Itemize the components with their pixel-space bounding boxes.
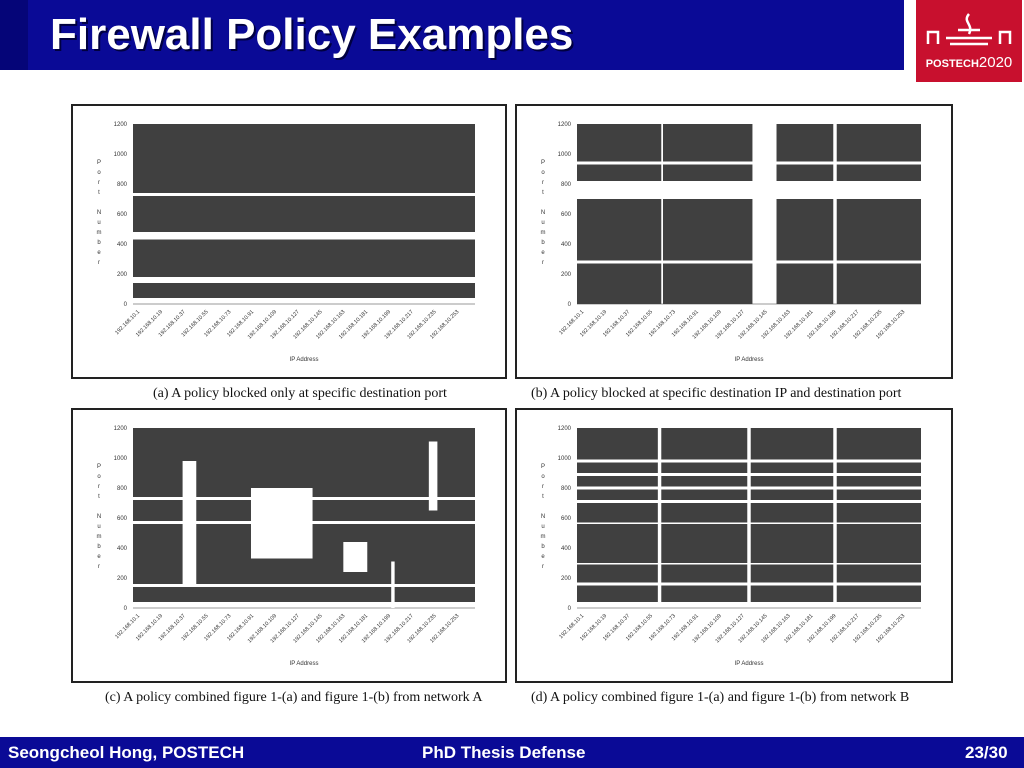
chart-panel-c xyxy=(71,408,507,683)
blocked-region-1-1 xyxy=(661,565,747,583)
y-axis-label-letter: N xyxy=(96,210,102,216)
x-tick-label: 192.168.10.199 xyxy=(806,613,838,645)
y-axis-label-letter: r xyxy=(542,180,544,186)
y-axis-label-letter: e xyxy=(541,250,545,256)
y-axis-label-letter: b xyxy=(97,544,101,550)
x-tick-label: 192.168.10.37 xyxy=(602,613,632,643)
y-axis-label-letter: N xyxy=(96,514,102,520)
y-axis-label-letter: t xyxy=(542,190,544,196)
y-axis-label-letter: t xyxy=(98,494,100,500)
x-tick-label: 192.168.10.127 xyxy=(714,309,746,341)
blocked-region-7-2 xyxy=(751,428,834,460)
y-axis-label-letter: m xyxy=(540,534,546,540)
blocked-region-6-0 xyxy=(577,463,658,474)
x-tick-label: 192.168.10.253 xyxy=(875,309,907,341)
y-tick-label: 0 xyxy=(567,302,571,308)
y-axis-label-letter: r xyxy=(542,484,544,490)
blocked-region-3-3 xyxy=(837,503,921,523)
x-axis-label: IP Address xyxy=(734,357,764,363)
x-tick-label: 192.168.10.127 xyxy=(269,613,301,645)
x-tick-label: 192.168.10.163 xyxy=(315,613,347,645)
x-tick-label: 192.168.10.181 xyxy=(337,613,370,645)
y-tick-label: 800 xyxy=(116,486,127,492)
logo-org: POSTECH xyxy=(925,58,979,70)
blocked-region-2-3 xyxy=(837,165,921,182)
postech-logo xyxy=(916,0,1022,82)
chart-c xyxy=(73,410,505,681)
x-tick-label: 192.168.10.253 xyxy=(429,613,461,645)
x-axis-label: IP Address xyxy=(734,661,764,667)
x-tick-label: 192.168.10.127 xyxy=(269,309,301,341)
x-tick-label: 192.168.10.1 xyxy=(114,309,142,337)
y-tick-label: 1000 xyxy=(113,456,127,462)
footer-page: 23/30 xyxy=(965,743,1008,762)
y-axis-label-letter: u xyxy=(541,524,545,530)
blocked-region-7-1 xyxy=(661,428,747,460)
y-tick-label: 600 xyxy=(116,212,127,218)
y-axis-label-letter: e xyxy=(97,250,101,256)
blocked-region-0-3 xyxy=(837,586,921,603)
blocked-region-1-0 xyxy=(577,199,661,261)
y-tick-label: 400 xyxy=(560,242,571,248)
x-tick-label: 192.168.10.55 xyxy=(624,613,655,643)
y-tick-label: 200 xyxy=(116,576,127,582)
blocked-region-3-1 xyxy=(661,503,747,523)
y-axis-label-letter: t xyxy=(542,494,544,500)
x-tick-label: 192.168.10.19 xyxy=(134,613,165,643)
y-axis-label-letter: o xyxy=(97,170,101,176)
y-tick-label: 400 xyxy=(116,546,127,552)
x-tick-label: 192.168.10.145 xyxy=(292,613,324,645)
x-tick-label: 192.168.10.73 xyxy=(203,309,233,339)
logo-year: 2020 xyxy=(978,54,1013,71)
y-axis-label-letter: r xyxy=(542,260,544,266)
x-tick-label: 192.168.10.127 xyxy=(714,613,746,645)
x-tick-label: 192.168.10.199 xyxy=(360,613,393,645)
slide-footer xyxy=(0,737,1024,768)
blocked-region-3-3 xyxy=(837,124,921,162)
blocked-region-0-0 xyxy=(133,587,475,602)
y-tick-label: 800 xyxy=(560,486,571,492)
y-axis-label-letter: r xyxy=(98,484,100,490)
y-axis-label-letter: r xyxy=(98,260,100,266)
chart-panel-d xyxy=(515,408,953,683)
blocked-region-3-0 xyxy=(577,124,661,162)
slide-title: Firewall Policy Examples xyxy=(50,10,574,59)
y-axis-label-letter: u xyxy=(97,220,101,226)
y-axis-label-letter: u xyxy=(97,524,101,530)
y-axis-label-letter: P xyxy=(96,464,102,470)
x-tick-label: 192.168.10.109 xyxy=(691,309,723,341)
x-tick-label: 192.168.10.235 xyxy=(852,309,884,341)
blocked-region-7-0 xyxy=(577,428,658,460)
blocked-region-6-3 xyxy=(837,463,921,474)
blocked-region-2-2 xyxy=(751,524,834,563)
y-tick-label: 1200 xyxy=(113,122,127,128)
y-axis-label-letter: N xyxy=(540,210,546,216)
y-tick-label: 400 xyxy=(116,242,127,248)
y-tick-label: 1000 xyxy=(113,152,127,158)
x-tick-label: 192.168.10.145 xyxy=(292,309,324,341)
x-tick-label: 192.168.10.19 xyxy=(579,613,609,643)
y-tick-label: 1000 xyxy=(557,152,571,158)
y-tick-label: 1200 xyxy=(113,426,127,432)
x-tick-label: 192.168.10.109 xyxy=(246,613,279,645)
y-tick-label: 0 xyxy=(567,606,571,612)
blocked-region-3-2 xyxy=(751,503,834,523)
x-tick-label: 192.168.10.217 xyxy=(383,613,415,645)
blocked-region-3-0 xyxy=(133,124,475,193)
y-tick-label: 200 xyxy=(116,272,127,278)
x-tick-label: 192.168.10.163 xyxy=(315,309,347,341)
blocked-region-5-3 xyxy=(837,476,921,487)
x-tick-label: 192.168.10.19 xyxy=(134,309,165,339)
y-tick-label: 0 xyxy=(123,606,127,612)
blocked-region-1-2 xyxy=(751,565,834,583)
caption-c: (c) A policy combined figure 1-(a) and figure 1-(b) from network A xyxy=(105,690,483,705)
y-tick-label: 800 xyxy=(116,182,127,188)
chart-d xyxy=(517,410,951,681)
blocked-region-5-1 xyxy=(661,476,747,487)
blocked-region-3-0 xyxy=(577,503,658,523)
blocked-region-5-0 xyxy=(577,476,658,487)
blocked-region-6-1 xyxy=(661,463,747,474)
caption-a: (a) A policy blocked only at specific destination port xyxy=(153,386,447,401)
blocked-region-1-0 xyxy=(133,240,475,278)
blocked-region-2-1 xyxy=(663,165,752,182)
x-tick-label: 192.168.10.145 xyxy=(737,309,769,341)
x-tick-label: 192.168.10.1 xyxy=(558,309,586,337)
y-tick-label: 1000 xyxy=(557,456,571,462)
y-tick-label: 200 xyxy=(560,576,571,582)
x-tick-label: 192.168.10.37 xyxy=(602,309,632,339)
y-axis-label-letter: P xyxy=(540,464,546,470)
slide-header xyxy=(0,0,1024,70)
footer-author: Seongcheol Hong, POSTECH xyxy=(8,743,245,762)
y-axis-label-letter: m xyxy=(96,230,102,236)
blocked-region-0-2 xyxy=(777,264,834,305)
x-tick-label: 192.168.10.37 xyxy=(157,309,187,339)
blocked-region-4-1 xyxy=(661,490,747,501)
x-tick-label: 192.168.10.37 xyxy=(157,613,187,643)
x-tick-label: 192.168.10.235 xyxy=(406,309,438,341)
y-tick-label: 600 xyxy=(560,516,571,522)
x-tick-label: 192.168.10.73 xyxy=(647,613,678,643)
y-axis-label-letter: P xyxy=(96,160,102,166)
x-tick-label: 192.168.10.145 xyxy=(737,613,769,645)
y-tick-label: 600 xyxy=(560,212,571,218)
blocked-region-4-0 xyxy=(577,490,658,501)
y-axis-label-letter: e xyxy=(541,554,545,560)
x-tick-label: 192.168.10.253 xyxy=(875,613,907,645)
y-axis-label-letter: b xyxy=(97,240,101,246)
y-axis-label-letter: o xyxy=(97,474,101,480)
y-tick-label: 600 xyxy=(116,516,127,522)
x-tick-label: 192.168.10.217 xyxy=(829,613,861,645)
blocked-region-2-2 xyxy=(777,165,834,182)
y-axis-label-letter: r xyxy=(542,564,544,570)
x-tick-label: 192.168.10.1 xyxy=(558,613,586,641)
allowed-region-1 xyxy=(251,488,313,559)
blocked-region-2-0 xyxy=(577,165,661,182)
blocked-region-2-3 xyxy=(837,524,921,563)
blocked-region-2-0 xyxy=(133,196,475,232)
blocked-region-6-2 xyxy=(751,463,834,474)
x-tick-label: 192.168.10.235 xyxy=(406,613,438,645)
blocked-region-0-3 xyxy=(837,264,921,305)
x-tick-label: 192.168.10.55 xyxy=(180,309,210,339)
y-tick-label: 1200 xyxy=(557,426,571,432)
allowed-region-2 xyxy=(343,542,367,572)
y-axis-label-letter: e xyxy=(97,554,101,560)
y-axis-label-letter: m xyxy=(96,534,102,540)
blocked-region-0-2 xyxy=(751,586,834,603)
blocked-region-1-1 xyxy=(663,199,752,261)
chart-b xyxy=(517,106,951,377)
y-axis-label-letter: o xyxy=(541,474,545,480)
blocked-region-1-3 xyxy=(837,565,921,583)
y-axis-label-letter: u xyxy=(541,220,545,226)
allowed-region-4 xyxy=(429,442,438,511)
y-tick-label: 800 xyxy=(560,182,571,188)
y-axis-label-letter: r xyxy=(98,564,100,570)
x-tick-label: 192.168.10.91 xyxy=(670,613,700,643)
blocked-region-0-1 xyxy=(663,264,752,305)
chart-panel-a xyxy=(71,104,507,379)
blocked-region-0-0 xyxy=(577,586,658,603)
x-tick-label: 192.168.10.1 xyxy=(114,613,142,641)
blocked-region-1-0 xyxy=(577,565,658,583)
x-tick-label: 192.168.10.91 xyxy=(226,309,256,339)
logo-emblem-icon xyxy=(916,0,1022,52)
blocked-region-4-2 xyxy=(751,490,834,501)
y-axis-label-letter: m xyxy=(540,230,546,236)
blocked-region-3-2 xyxy=(777,124,834,162)
x-tick-label: 192.168.10.55 xyxy=(180,613,210,643)
y-axis-label-letter: t xyxy=(98,190,100,196)
x-tick-label: 192.168.10.181 xyxy=(783,309,815,341)
x-tick-label: 192.168.10.199 xyxy=(360,309,393,341)
x-tick-label: 192.168.10.55 xyxy=(624,309,655,339)
blocked-region-1-3 xyxy=(837,199,921,261)
x-tick-label: 192.168.10.235 xyxy=(852,613,884,645)
allowed-region-0 xyxy=(183,461,197,586)
y-tick-label: 200 xyxy=(560,272,571,278)
chart-panel-b xyxy=(515,104,953,379)
x-tick-label: 192.168.10.91 xyxy=(226,613,256,643)
blocked-region-5-2 xyxy=(751,476,834,487)
x-tick-label: 192.168.10.217 xyxy=(829,309,861,341)
y-tick-label: 0 xyxy=(123,302,127,308)
blocked-region-0-1 xyxy=(661,586,747,603)
x-axis-label: IP Address xyxy=(289,357,319,363)
caption-d: (d) A policy combined figure 1-(a) and figure 1-(b) from network B xyxy=(531,690,910,705)
x-tick-label: 192.168.10.199 xyxy=(806,309,838,341)
blocked-region-0-0 xyxy=(577,264,661,305)
header-edge xyxy=(0,0,28,70)
x-tick-label: 192.168.10.73 xyxy=(203,613,233,643)
x-tick-label: 192.168.10.181 xyxy=(337,309,370,341)
x-tick-label: 192.168.10.109 xyxy=(691,613,723,645)
blocked-region-2-1 xyxy=(661,524,747,563)
x-tick-label: 192.168.10.163 xyxy=(760,309,792,341)
allowed-region-3 xyxy=(391,562,394,609)
x-axis-label: IP Address xyxy=(289,661,319,667)
x-tick-label: 192.168.10.73 xyxy=(647,309,678,339)
y-axis-label-letter: b xyxy=(541,544,545,550)
y-axis-label-letter: r xyxy=(98,180,100,186)
blocked-region-7-3 xyxy=(837,428,921,460)
blocked-region-1-2 xyxy=(777,199,834,261)
x-tick-label: 192.168.10.91 xyxy=(670,309,700,339)
y-tick-label: 400 xyxy=(560,546,571,552)
y-tick-label: 1200 xyxy=(557,122,571,128)
caption-b: (b) A policy blocked at specific destination IP and destination port xyxy=(531,386,902,401)
x-tick-label: 192.168.10.253 xyxy=(429,309,461,341)
blocked-region-4-3 xyxy=(837,490,921,501)
x-tick-label: 192.168.10.217 xyxy=(383,309,415,341)
footer-event: PhD Thesis Defense xyxy=(422,743,586,762)
x-tick-label: 192.168.10.109 xyxy=(246,309,279,341)
x-tick-label: 192.168.10.163 xyxy=(760,613,792,645)
y-axis-label-letter: o xyxy=(541,170,545,176)
y-axis-label-letter: b xyxy=(541,240,545,246)
blocked-region-2-0 xyxy=(577,524,658,563)
y-axis-label-letter: N xyxy=(540,514,546,520)
chart-a xyxy=(73,106,505,377)
x-tick-label: 192.168.10.181 xyxy=(783,613,815,645)
y-axis-label-letter: P xyxy=(540,160,546,166)
x-tick-label: 192.168.10.19 xyxy=(579,309,609,339)
blocked-region-0-0 xyxy=(133,283,475,298)
blocked-region-3-1 xyxy=(663,124,752,162)
